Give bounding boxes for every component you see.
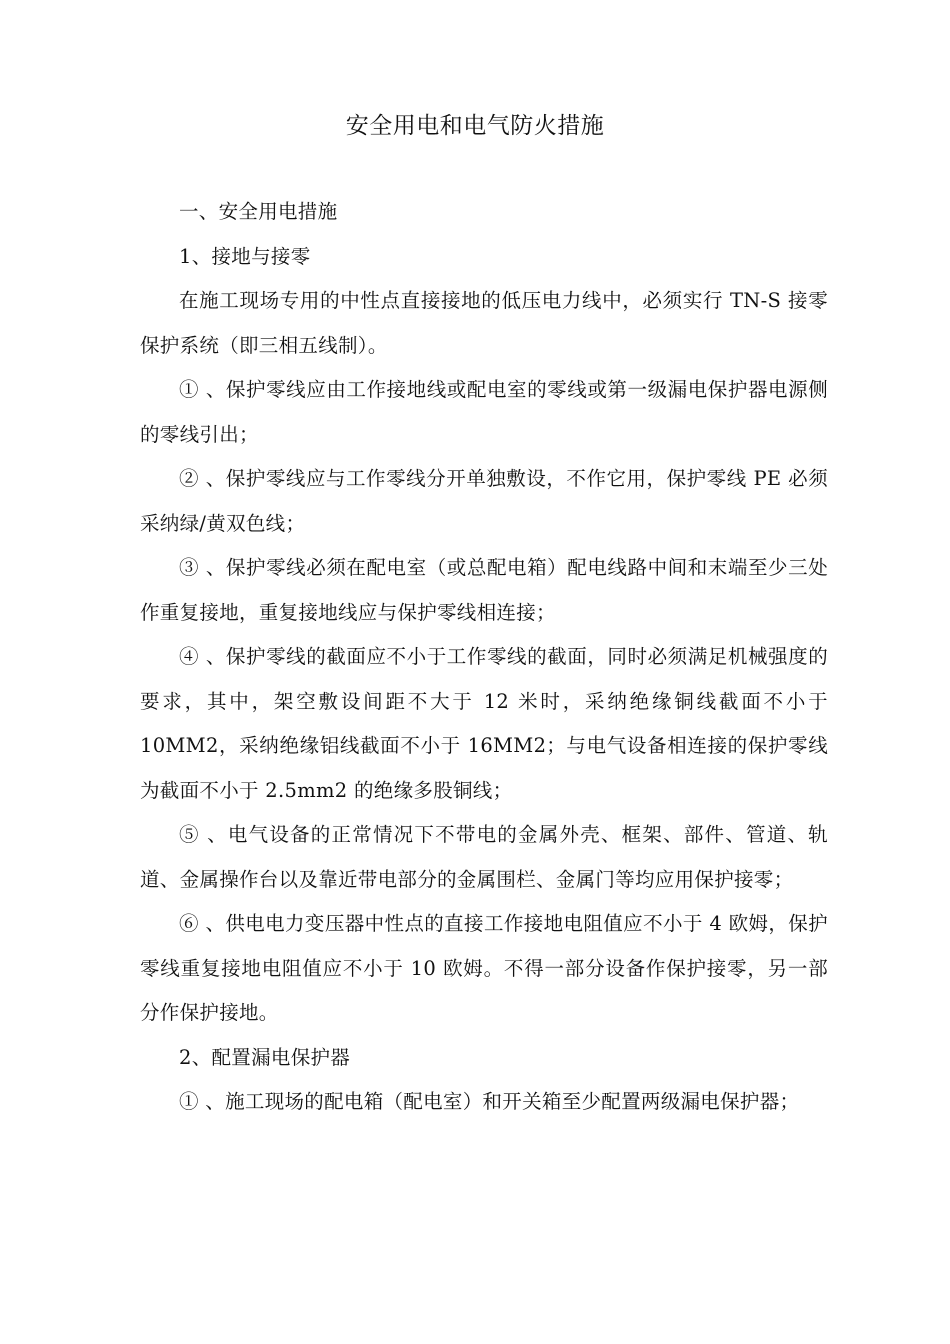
section-heading: 一、安全用电措施 [179, 200, 338, 223]
paragraph: 在施工现场专用的中性点直接接地的低压电力线中，必须实行 TN-S 接零保护系统（即三相五线制）。 [140, 289, 828, 357]
document-title: 安全用电和电气防火措施 [345, 113, 605, 139]
list-item: ① 、保护零线应由工作接地线或配电室的零线或第一级漏电保护器电源侧的零线引出； [140, 378, 828, 446]
list-item: ③ 、保护零线必须在配电室（或总配电箱）配电线路中间和末端至少三处作重复接地，重复接地线应与保护零线相连接； [140, 556, 828, 624]
list-item: ⑤ 、电气设备的正常情况下不带电的金属外壳、框架、部件、管道、轨道、金属操作台以及靠近带电部分的金属围栏、金属门等均应用保护接零； [140, 823, 828, 891]
list-item: ② 、保护零线应与工作零线分开单独敷设，不作它用，保护零线 PE 必须采纳绿/黄双色线； [140, 467, 828, 535]
subsection-heading: 1、接地与接零 [179, 244, 311, 268]
document-body [140, 190, 828, 1125]
list-item: ⑥ 、供电电力变压器中性点的直接工作接地电阻值应不小于 4 欧姆，保护零线重复接地电阻值应不小于 10 欧姆。不得一部分设备作保护接零，另一部分作保护接地。 [140, 912, 828, 1024]
list-item: ① 、施工现场的配电箱（配电室）和开关箱至少配置两级漏电保护器； [179, 1090, 800, 1113]
list-item: ④ 、保护零线的截面应不小于工作零线的截面，同时必须满足机械强度的要求，其中，架空敷设间距不大于 12 米时，采纳绝缘铜线截面不小于 10MM2，采纳绝缘铝线截面不小于 16MM2；与电气设备相连接的保护零线为截面不小于 2.5mm2 的绝缘多股铜线； [140, 645, 828, 802]
subsection-heading: 2、配置漏电保护器 [179, 1045, 351, 1069]
